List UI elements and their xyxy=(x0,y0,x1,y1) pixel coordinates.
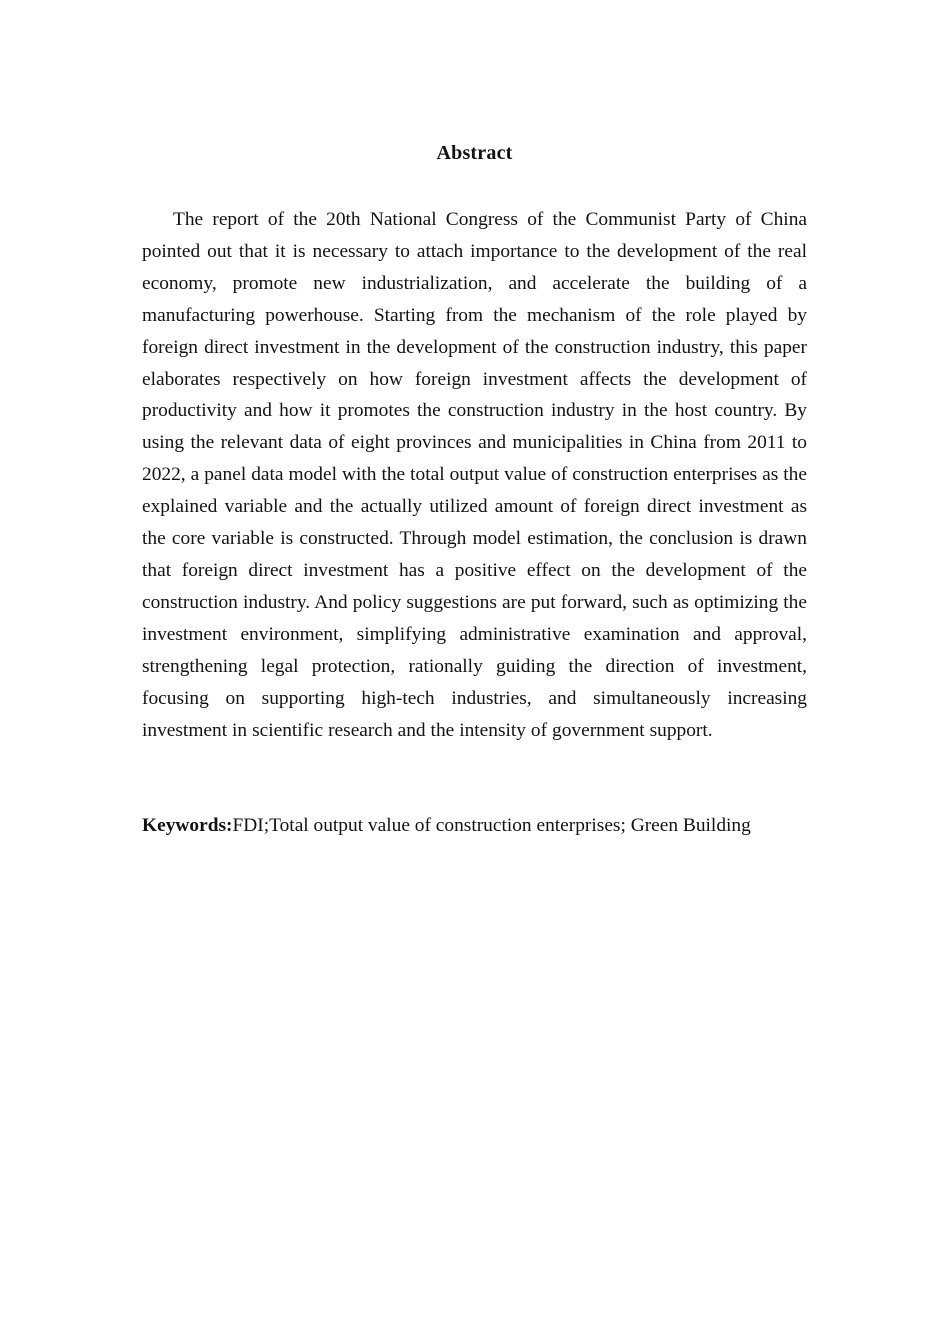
abstract-paragraph: The report of the 20th National Congress of the Communist Party of China pointed out that it is necessary to attach importance to the development of the real economy, promote new industrialization, and accelerate the building of a manufacturing powerhouse. Starting from the mechanism of the role played by foreign direct investment in the development of the construction industry, this paper elaborates respectively on how foreign investment affects the development of productivity and how it promotes the construction industry in the host country. By using the relevant data of eight provinces and municipalities in China from 2011 to 2022, a panel data model with the total output value of construction enterprises as the explained variable and the actually utilized amount of foreign direct investment as the core variable is constructed. Through model estimation, the conclusion is drawn that foreign direct investment has a positive effect on the development of the construction industry. And policy suggestions are put forward, such as optimizing the investment environment, simplifying administrative examination and approval, strengthening legal protection, rationally guiding the direction of investment, focusing on supporting high-tech industries, and simultaneously increasing investment in scientific research and the intensity of government support. xyxy=(142,209,807,741)
keywords-label: Keywords: xyxy=(142,815,233,837)
keywords-line xyxy=(142,810,807,842)
page-title: Abstract xyxy=(436,142,513,164)
keywords-value: FDI;Total output value of construction enterprises; Green Building xyxy=(232,815,751,837)
text-column xyxy=(142,0,807,842)
